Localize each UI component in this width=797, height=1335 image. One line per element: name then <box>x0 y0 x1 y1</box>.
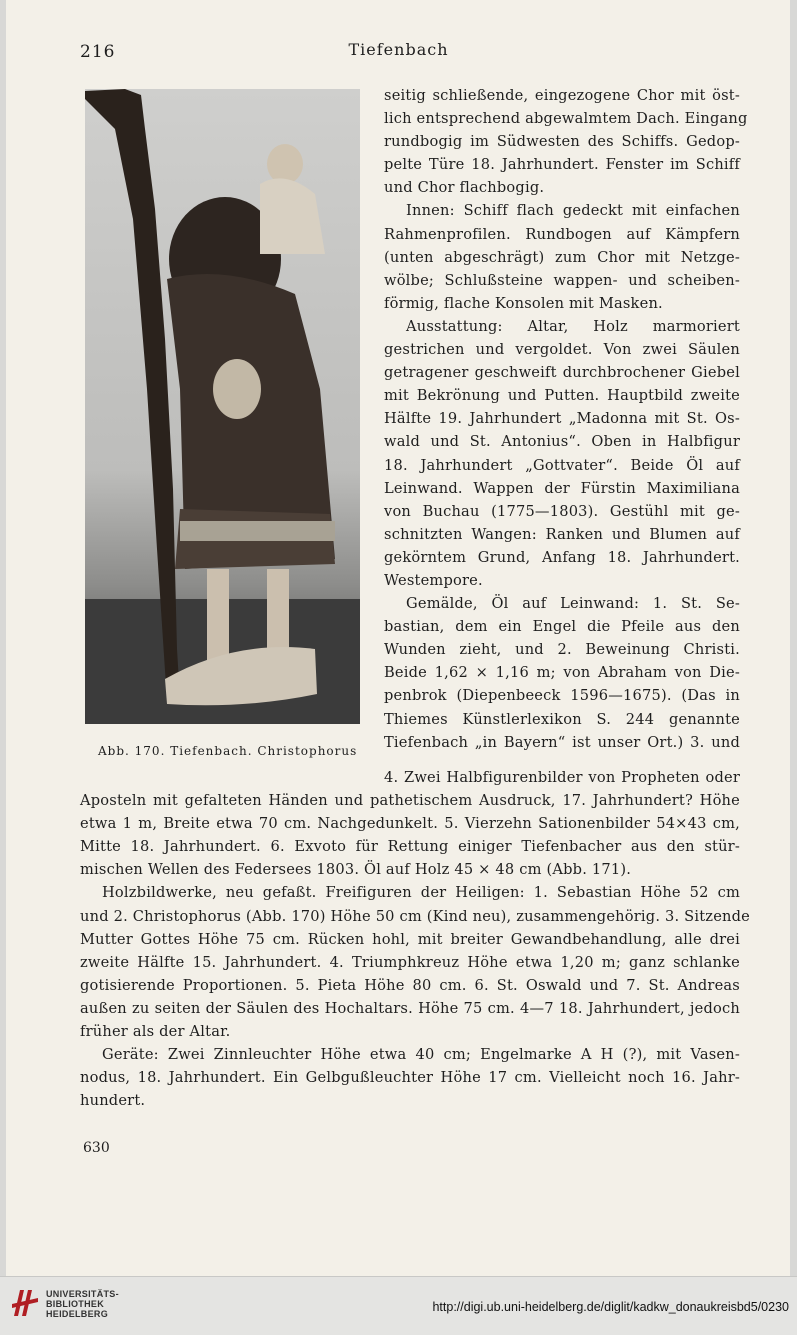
text-line: Holzbildwerke, neu gefaßt. Freifiguren der Heiligen: 1. Sebastian Höhe 52 cm <box>102 884 740 902</box>
text-line: Leinwand. Wappen der Fürstin Maximiliana <box>384 479 740 497</box>
text-line: Geräte: Zwei Zinnleuchter Höhe etwa 40 cm; Engelmarke A H (?), mit Vasen- <box>102 1046 740 1064</box>
text-line: und 2. Christophorus (Abb. 170) Höhe 50 cm (Kind neu), zusammengehörig. 3. Sitzende <box>80 907 751 925</box>
text-line: mischen Wellen des Federsees 1803. Öl auf Holz 45 × 48 cm (Abb. 171). <box>80 861 632 879</box>
text-line: rundbogig im Südwesten des Schiffs. Gedop- <box>384 133 740 151</box>
text-line: förmig, flache Konsolen mit Masken. <box>384 294 663 312</box>
text-line: lich entsprechend abgewalmtem Dach. Eingang <box>384 110 748 128</box>
text-line: pelte Türe 18. Jahrhundert. Fenster im Schiff <box>384 156 740 174</box>
text-line: 4. Zwei Halbfigurenbilder von Propheten oder <box>384 769 740 786</box>
text-line: (unten abgeschrägt) zum Chor mit Netzge- <box>384 248 740 266</box>
ub-heidelberg-logo-icon[interactable] <box>10 1286 40 1322</box>
text-line: gotisierende Proportionen. 5. Pieta Höhe 80 cm. 6. St. Oswald und 7. St. Andreas <box>80 976 740 994</box>
library-name-line: HEIDELBERG <box>46 1309 109 1319</box>
text-line: penbrok (Diepenbeeck 1596—1675). (Das in <box>384 687 740 705</box>
text-line: getragener geschweift durchbrochener Giebel <box>384 364 740 382</box>
text-line: seitig schließende, eingezogene Chor mit öst- <box>384 87 740 104</box>
text-line: Beide 1,62 × 1,16 m; von Abraham von Die- <box>384 664 740 682</box>
library-name <box>46 1289 119 1319</box>
christophorus-statue-photo <box>85 89 360 724</box>
source-url-link[interactable]: http://digi.ub.uni-heidelberg.de/diglit/kadkw_donaukreisbd5/0230 <box>432 1300 789 1314</box>
text-line: Ausstattung: Altar, Holz marmoriert <box>406 317 740 335</box>
text-line: Rahmenprofilen. Rundbogen auf Kämpfern <box>384 225 740 243</box>
text-line: zweite Hälfte 15. Jahrhundert. 4. Triumphkreuz Höhe etwa 1,20 m; ganz schlanke <box>80 953 740 971</box>
library-name-line: UNIVERSITÄTS- <box>46 1289 119 1299</box>
text-line: gestrichen und vergoldet. Von zwei Säulen <box>384 341 740 359</box>
text-line: Wunden zieht, und 2. Beweinung Christi. <box>384 641 740 659</box>
text-line: Westempore. <box>384 571 483 589</box>
column-text <box>384 84 748 754</box>
text-line: wölbe; Schlußsteine wappen- und scheiben- <box>384 271 740 289</box>
text-line: von Buchau (1775—1803). Gestühl mit ge- <box>384 502 740 520</box>
figure-photo <box>85 89 360 724</box>
text-line: etwa 1 m, Breite etwa 70 cm. Nachgedunkelt. 5. Vierzehn Sationenbilder 54×43 cm, <box>80 815 740 833</box>
footer-page-number: 630 <box>83 1140 110 1156</box>
text-line: wald und St. Antonius“. Oben in Halbfigur <box>384 433 740 451</box>
text-line: früher als der Altar. <box>80 1023 231 1041</box>
page-number: 216 <box>80 42 116 62</box>
running-title: Tiefenbach <box>348 40 449 59</box>
text-line: 18. Jahrhundert „Gottvater“. Beide Öl auf <box>384 456 740 474</box>
library-name-line: BIBLIOTHEK <box>46 1299 104 1309</box>
text-line: und Chor flachbogig. <box>384 179 545 197</box>
text-line: mit Bekrönung und Putten. Hauptbild zweite <box>384 387 740 405</box>
text-line: hundert. <box>80 1092 146 1110</box>
text-line: nodus, 18. Jahrhundert. Ein Gelbgußleuchter Höhe 17 cm. Vielleicht noch 16. Jahr- <box>80 1069 740 1087</box>
text-line: Hälfte 19. Jahrhundert „Madonna mit St. Os- <box>384 410 740 428</box>
text-line: Gemälde, Öl auf Leinwand: 1. St. Se- <box>406 595 740 613</box>
text-line: Thiemes Künstlerlexikon S. 244 genannte <box>384 710 740 728</box>
text-line: bastian, dem ein Engel die Pfeile aus den <box>384 618 740 636</box>
text-line: Mutter Gottes Höhe 75 cm. Rücken hohl, mit breiter Gewandbehandlung, alle drei <box>80 930 740 948</box>
text-line: schnitzten Wangen: Ranken und Blumen auf <box>384 525 740 543</box>
text-line: außen zu seiten der Säulen des Hochaltars. Höhe 75 cm. 4—7 18. Jahrhundert, jedoch <box>80 999 740 1017</box>
text-line: Aposteln mit gefalteten Händen und pathetischem Ausdruck, 17. Jahrhundert? Höhe <box>80 792 740 810</box>
text-line: gekörntem Grund, Anfang 18. Jahrhundert. <box>384 548 740 566</box>
text-line: Tiefenbach „in Bayern“ ist unser Ort.) 3. und <box>384 733 740 751</box>
full-width-text <box>80 766 751 1112</box>
text-line: Mitte 18. Jahrhundert. 6. Exvoto für Rettung einiger Tiefenbacher aus den stür- <box>80 838 740 856</box>
figure-caption: Abb. 170. Tiefenbach. Christophorus <box>98 744 358 758</box>
text-line: Innen: Schiff flach gedeckt mit einfachen <box>406 202 740 220</box>
